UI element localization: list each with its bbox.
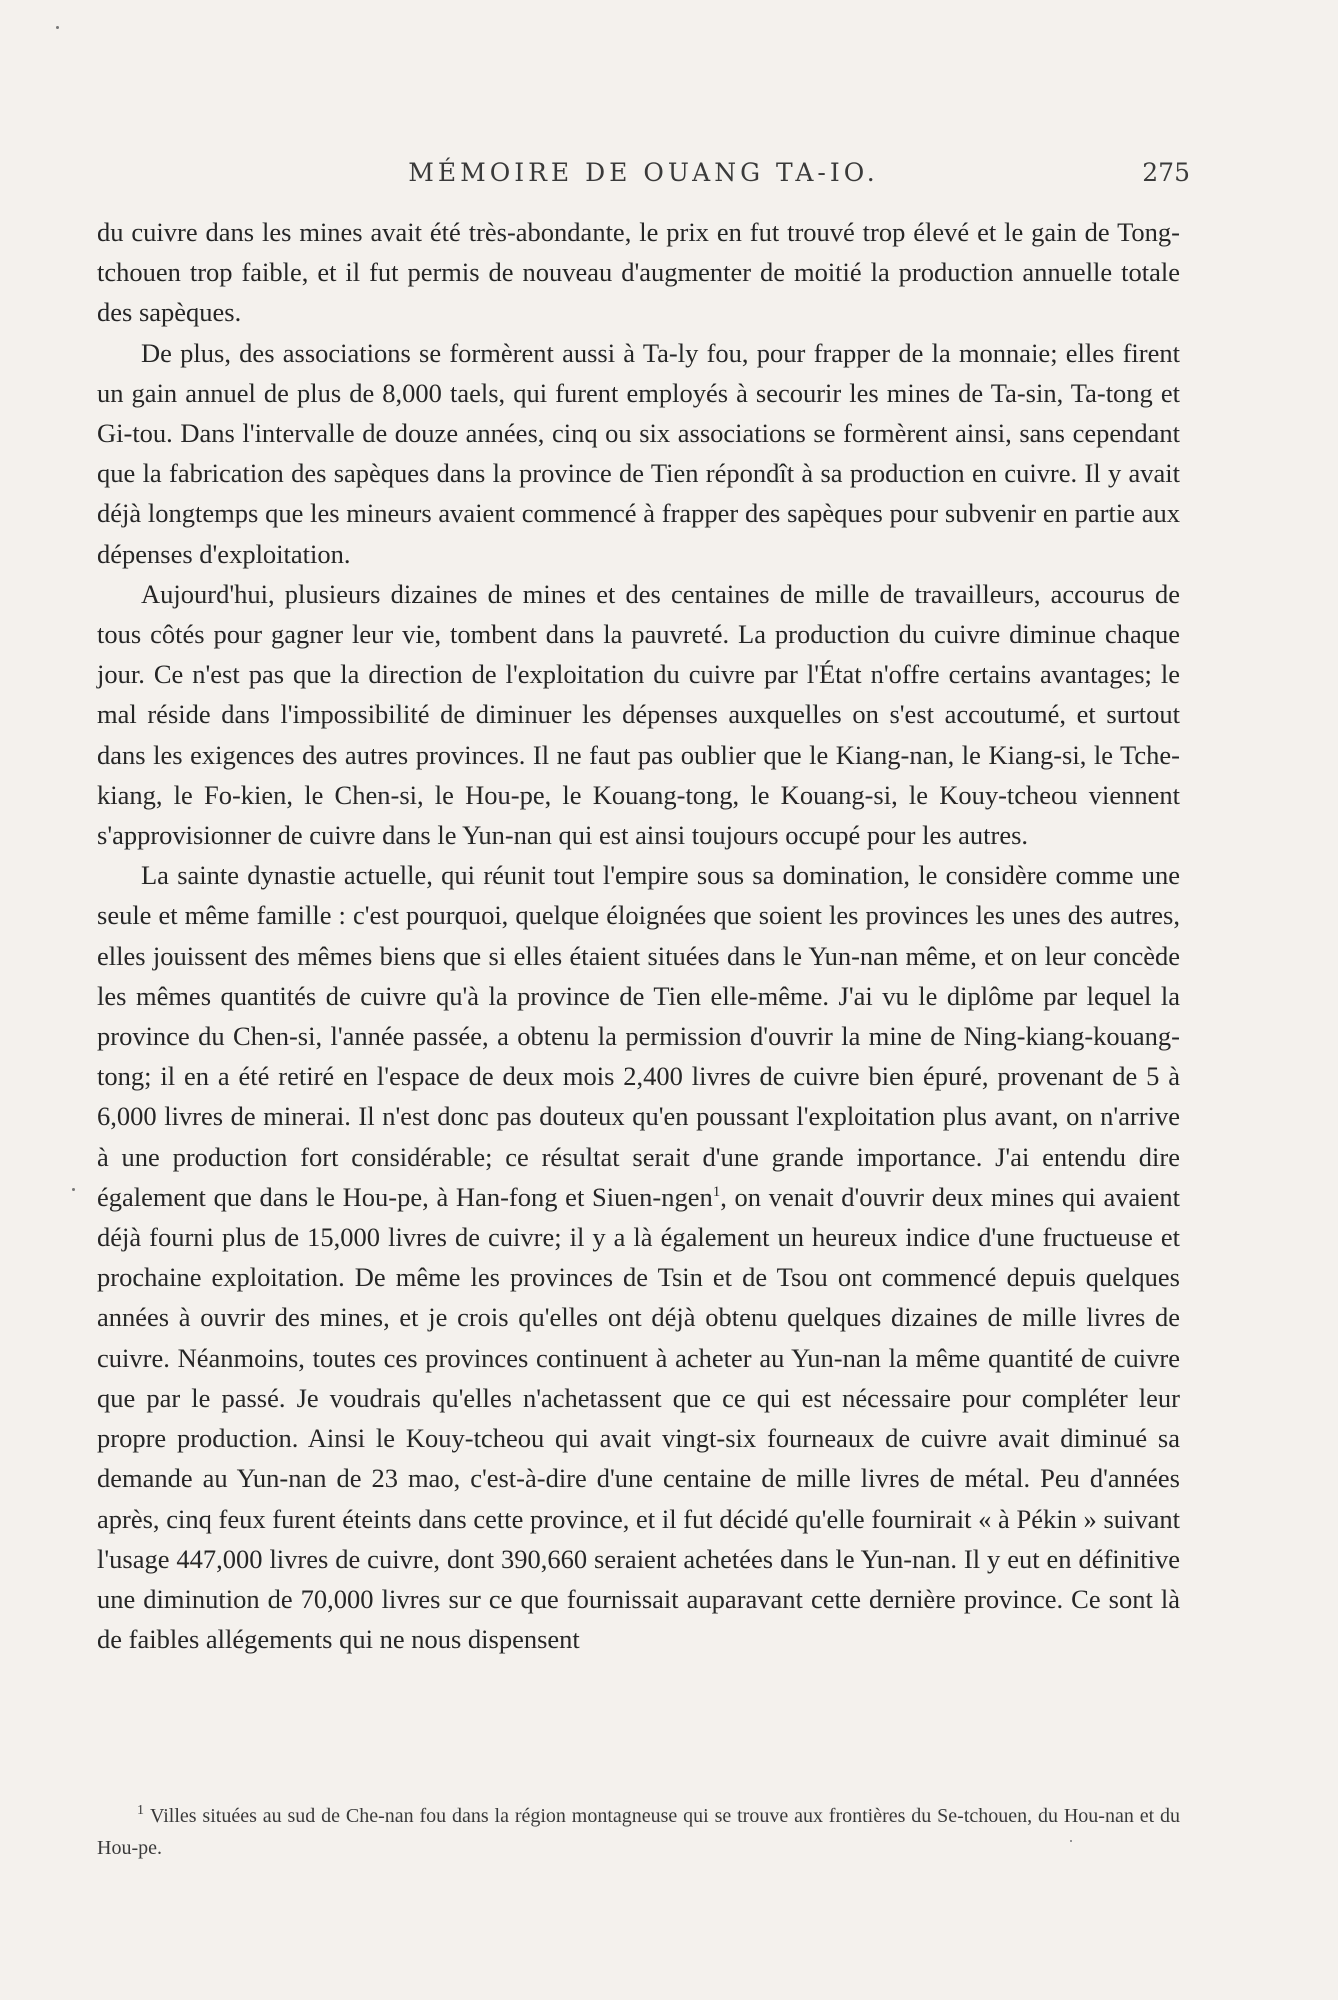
paragraph: De plus, des associations se formèrent aussi à Ta-ly fou, pour frapper de la monnaie; elles firent un gain annuel de plus de 8,000 taels, qui furent employés à secourir les mines de Ta-sin, Ta-tong et Gi-tou. Dans l'intervalle de douze années, cinq ou six associations se formèrent ainsi, sans cependant que la fabrication des sapèques dans la province de Tien répondît à sa production en cuivre. Il y avait déjà longtemps que les mineurs avaient commencé à frapper des sapèques pour subvenir en partie aux dépenses d'exploitation.: [97, 337, 1180, 569]
print-speck: [56, 26, 59, 29]
page-number: 275: [1142, 158, 1190, 187]
paragraph-text: La sainte dynastie actuelle, qui réunit tout l'empire sous sa domination, le considère comme une seule et même famille : c'est pourquoi, quelque éloignées que soient les provinces les unes des autres, elles jouissent des mêmes biens que si elles étaient situées dans le Yun-nan même, et on leur concède les mêmes quantités de cuivre qu'à la province de Tien elle-même. J'ai vu le diplôme par lequel la province du Chen-si, l'année passée, a obtenu la permission d'ouvrir la mine de Ning-kiang-kouang-tong; il en a été retiré en l'espace de deux mois 2,400 livres de cuivre bien épuré, provenant de 5 à 6,000 livres de minerai. Il n'est donc pas douteux qu'en poussant l'exploitation plus avant, on n'arrive à une production fort considérable; ce résultat serait d'une grande importance. J'ai entendu dire également que dans le Hou-pe, à Han-fong et Siuen-ngen: [97, 860, 1180, 1212]
body-text: [97, 212, 1180, 1659]
page-header: [97, 158, 1190, 198]
footnote-reference[interactable]: 1: [712, 1184, 721, 1201]
print-speck: [72, 1188, 75, 1191]
running-title: MÉMOIRE DE OUANG TA-IO.: [408, 158, 879, 187]
paragraph: Aujourd'hui, plusieurs dizaines de mines et des centaines de mille de travailleurs, accourus de tous côtés pour gagner leur vie, tombent dans la pauvreté. La production du cuivre diminue chaque jour. Ce n'est pas que la direction de l'exploitation du cuivre par l'État n'offre certains avantages; le mal réside dans l'impossibilité de diminuer les dépenses auxquelles on s'est accoutumé, et surtout dans les exigences des autres provinces. Il ne faut pas oublier que le Kiang-nan, le Kiang-si, le Tche-kiang, le Fo-kien, le Chen-si, le Hou-pe, le Kouang-tong, le Kouang-si, le Kouy-tcheou viennent s'approvisionner de cuivre dans le Yun-nan qui est ainsi toujours occupé pour les autres.: [97, 578, 1180, 851]
footnote-text: Villes situées au sud de Che-nan fou dans la région montagneuse qui se trouve aux frontières du Se-tchouen, du Hou-nan et du Hou-pe.: [97, 1805, 1180, 1859]
footnote-mark: 1: [137, 1803, 144, 1819]
paragraph: du cuivre dans les mines avait été très-abondante, le prix en fut trouvé trop élevé et le gain de Tong-tchouen trop faible, et il fut permis de nouveau d'augmenter de moitié la production annuelle totale des sapèques.: [97, 217, 1180, 328]
footnote: [97, 1800, 1180, 1864]
paragraph-text: , on venait d'ouvrir deux mines qui avaient déjà fourni plus de 15,000 livres de cuivre; il y a là également un heureux indice d'une fructueuse et prochaine exploitation. De même les provinces de Tsin et de Tsou ont commencé depuis quelques années à ouvrir des mines, et je crois qu'elles ont déjà obtenu quelques dizaines de mille livres de cuivre. Néanmoins, toutes ces provinces continuent à acheter au Yun-nan la même quantité de cuivre que par le passé. Je voudrais qu'elles n'achetassent que ce qui est nécessaire pour compléter leur propre production. Ainsi le Kouy-tcheou qui avait vingt-six fourneaux de cuivre avait diminué sa demande au Yun-nan de 23 mao, c'est-à-dire d'une centaine de mille livres de métal. Peu d'années après, cinq feux furent éteints dans cette province, et il fut décidé qu'elle fournirait « à Pékin » suivant l'usage 447,000 livres de cuivre, dont 390,660 seraient achetées dans le Yun-nan. Il y eut en définitive une diminution de 70,000 livres sur ce que fournissait auparavant cette dernière province. Ce sont là de faibles allégements qui ne nous dispensent: [97, 1181, 1180, 1655]
paragraph: [97, 855, 1180, 1659]
